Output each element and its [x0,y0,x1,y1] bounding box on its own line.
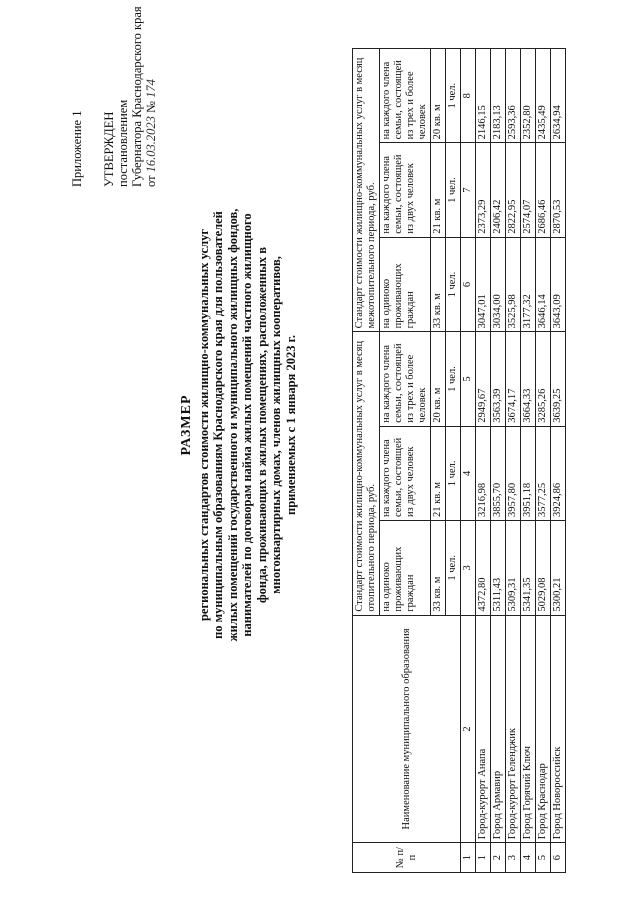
header-nonheating-period: Стандарт стоимости жилищно-коммунальных услуг в месяц межотопительного периода, руб. [353,49,380,332]
handwritten-number: 174 [144,79,158,98]
header-heating-period: Стандарт стоимости жилищно-коммунальных услуг в месяц отопительного периода, руб. [353,332,380,615]
header-single: на одиноко проживающих граждан [380,237,431,332]
header-three: на каждого члена семьи, состоящей из трех и более человек [380,49,431,143]
header-two: на каждого члена семьи, состоящей из двух человек [380,426,431,520]
header-municipality: Наименование муниципального образования [353,615,461,843]
handwritten-date: 16.03.2023 [144,116,158,173]
rates-table: № п/п Наименование муниципального образования Стандарт стоимости жилищно-коммунальных услуг в месяц отопительного периода, руб. Стандарт стоимости жилищно-коммунальных услуг в месяц межотопительного периода, руб. на одиноко проживающих граждан на каждого члена семьи, состоящей из двух человек на каждого члена семьи, состоящей из трех и более человек на одиноко проживающих граждан на каждого члена семьи, состоящей из двух человек на каждого члена семьи, состоящей из трех и более человек 33 кв. м 21 кв. м 20 кв. м 33 кв. м 21 кв. м 20 кв. м 1 чел. 1 чел. 1 чел. 1 чел. 1 чел. 1 чел. 1 2 3 4 5 6 7 8 1 Город-курорт Анапа 4372,80 3216,98 2949,67 3047,01 2373,29 2146,15 2 Город Армавир 5311,43 3855,70 3563,39 3034,00 2406,42 2183,13 3 Город-курорт Геленджик 5309,31 3957,80 3674,17 3525,98 2822,95 2593,36 4 Город Горячий Ключ 5341,35 3951,18 3664,33 3177,32 2574,07 2352,80 5 Город Краснодар 5029,08 3577,25 3285,26 3646,14 2686,46 2435,49 6 Город Новороссийск 5300,21 3924,86 3639,25 3643,09 2870,53 2634,94 [352,48,566,873]
table-row: 3 Город-курорт Геленджик 5309,31 3957,80 3674,17 3525,98 2822,95 2593,36 [506,49,521,873]
column-numbers-row: 1 2 3 4 5 6 7 8 [461,49,476,873]
header-num: № п/п [353,843,461,873]
table-row: 5 Город Краснодар 5029,08 3577,25 3285,26 3646,14 2686,46 2435,49 [536,49,551,873]
approval-block [70,6,158,187]
table-row: 6 Город Новороссийск 5300,21 3924,86 3639,25 3643,09 2870,53 2634,94 [551,49,566,873]
header-three: на каждого члена семьи, состоящей из трех и более человек [380,332,431,426]
governor-label: Губернатора Краснодарского края [130,6,144,187]
header-two: на каждого члена семьи, состоящей из двух человек [380,143,431,237]
decree-label: постановлением [116,99,130,187]
table-row: 4 Город Горячий Ключ 5341,35 3951,18 3664,33 3177,32 2574,07 2352,80 [521,49,536,873]
table-row: 2 Город Армавир 5311,43 3855,70 3563,39 3034,00 2406,42 2183,13 [491,49,506,873]
header-single: на одиноко проживающих граждан [380,521,431,616]
decree-date: от 16.03.2023 № 174 [144,79,158,187]
title-heading: РАЗМЕР [179,394,194,456]
document-title: РАЗМЕР региональных стандартов стоимости жилищно-коммунальных услуг по муниципальным образованиям Краснодарского края для пользователей жилых помещений государственного и муниципального жилищных фондов, нанимателей по договорам найма жилых помещений частного жилищного фонда, проживающих в жилых помещениях, расположенных в многоквартирных домах, членов жилищных кооперативов, применяемых с 1 января 2023 г. [180,95,298,755]
table-row: 1 Город-курорт Анапа 4372,80 3216,98 2949,67 3047,01 2373,29 2146,15 [476,49,491,873]
approved-label: УТВЕРЖДЕН [102,111,116,187]
appendix-label: Приложение 1 [70,110,84,187]
